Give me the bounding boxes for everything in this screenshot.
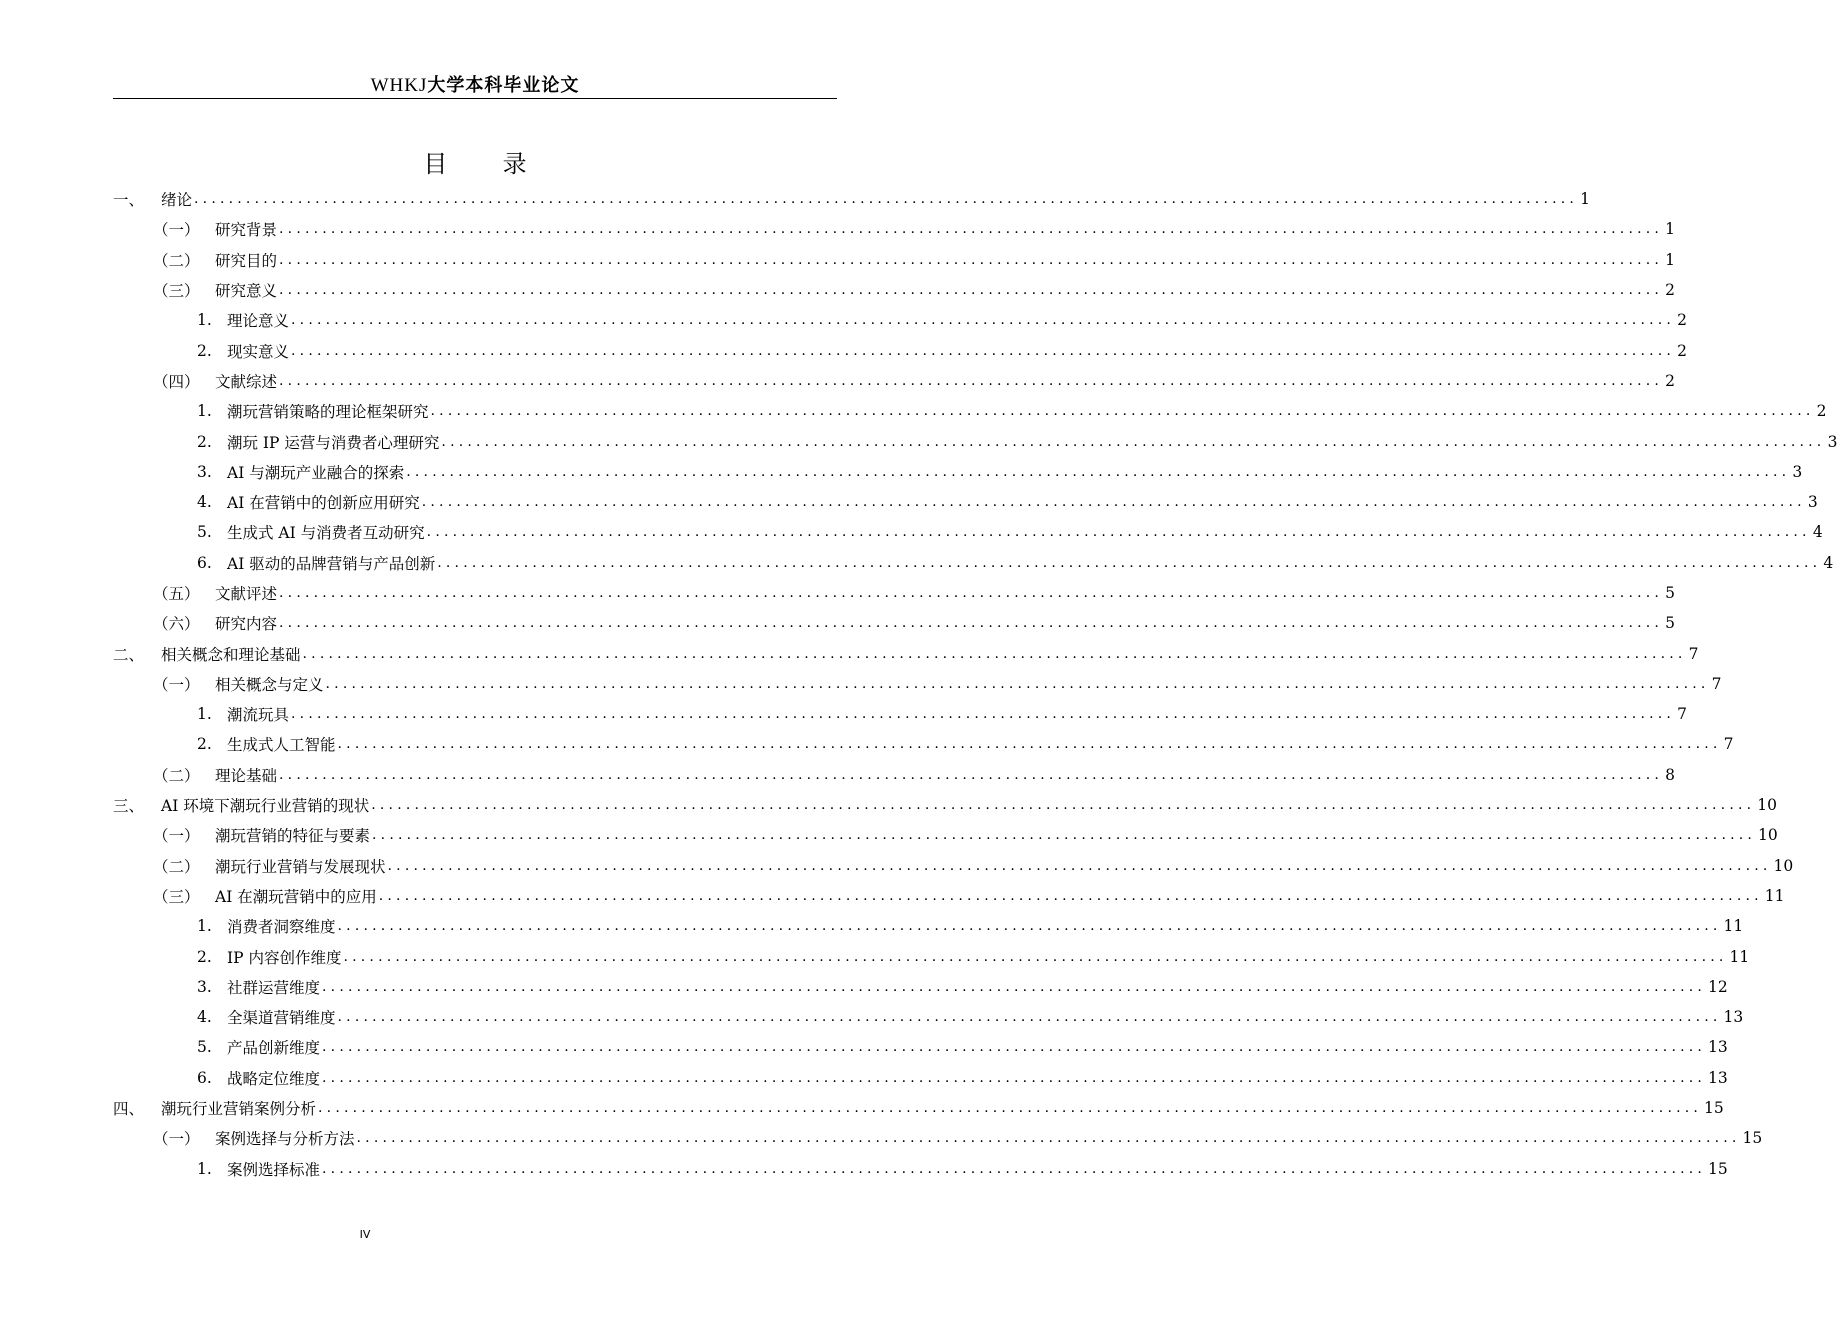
toc-entry[interactable] xyxy=(113,699,1688,729)
toc-leader-dots: ................................................................................................................................................................ xyxy=(279,615,1664,632)
toc-entry-page: 2 xyxy=(1816,402,1827,421)
toc-entry-page: 15 xyxy=(1704,1099,1724,1118)
toc-entry-title: 现实意义 xyxy=(227,342,290,361)
toc-leader-dots: ................................................................................................................................................................ xyxy=(356,1130,1741,1147)
toc-entry[interactable] xyxy=(113,426,1837,456)
toc-leader-dots: ................................................................................................................................................................ xyxy=(279,282,1664,299)
toc-leader-dots: ................................................................................................................................................................ xyxy=(426,524,1811,541)
toc-entry-number: 2. xyxy=(197,341,212,360)
toc-entry-title: 社群运营维度 xyxy=(227,978,321,997)
toc-title xyxy=(0,146,950,182)
toc-entry-page: 1 xyxy=(1665,220,1676,239)
toc-entry-number: （六） xyxy=(153,615,200,634)
toc-entry-page: 7 xyxy=(1688,644,1699,663)
toc-entry-title: 绪论 xyxy=(161,191,193,210)
toc-entry-title: 相关概念与定义 xyxy=(215,675,324,694)
toc-entry-number: 一、 xyxy=(113,191,145,210)
toc-entry-number: 3. xyxy=(197,977,212,996)
toc-entry[interactable] xyxy=(113,669,1722,699)
toc-leader-dots: ................................................................................................................................................................ xyxy=(387,857,1772,874)
toc-entry-title: AI 环境下潮玩行业营销的现状 xyxy=(161,797,370,816)
toc-entry[interactable] xyxy=(113,517,1823,547)
toc-leader-dots: ................................................................................................................................................................ xyxy=(322,978,1707,995)
toc-entry-title: 理论意义 xyxy=(227,312,290,331)
toc-entry-number: 1. xyxy=(197,917,212,936)
toc-entry-number: 6. xyxy=(197,1068,212,1087)
toc-entry[interactable] xyxy=(113,396,1827,426)
toc-entry-page: 10 xyxy=(1773,856,1794,875)
toc-entry-title: 研究目的 xyxy=(215,251,278,270)
toc-entry-number: （二） xyxy=(153,857,200,876)
toc-leader-dots: ................................................................................................................................................................ xyxy=(291,706,1676,723)
toc-entry[interactable] xyxy=(113,214,1676,244)
toc-entry-title: AI 在营销中的创新应用研究 xyxy=(227,494,420,513)
toc-leader-dots: ................................................................................................................................................................ xyxy=(279,221,1664,238)
toc-entry-title: AI 驱动的品牌营销与产品创新 xyxy=(227,554,436,573)
toc-entry[interactable] xyxy=(113,305,1688,335)
toc-entry-title: 潮玩营销的特征与要素 xyxy=(215,827,371,846)
toc-entry-page: 10 xyxy=(1757,796,1778,815)
toc-entry-number: （三） xyxy=(153,887,200,906)
toc-entry-title: AI 与潮玩产业融合的探索 xyxy=(227,463,405,482)
toc-entry-number: 四、 xyxy=(113,1100,145,1119)
toc-entry-number: （四） xyxy=(153,372,200,391)
toc-leader-dots: ................................................................................................................................................................ xyxy=(372,827,1757,844)
toc-leader-dots: ................................................................................................................................................................ xyxy=(337,1009,1722,1026)
toc-entry-title: 文献评述 xyxy=(215,585,278,603)
toc-entry-page: 15 xyxy=(1708,1159,1728,1178)
toc-entry-number: 5. xyxy=(197,523,212,542)
toc-entry[interactable] xyxy=(113,1093,1724,1123)
toc-entry-title: 案例选择与分析方法 xyxy=(215,1130,355,1149)
toc-entry[interactable] xyxy=(113,760,1676,790)
toc-entry[interactable] xyxy=(113,972,1728,1002)
toc-leader-dots: ................................................................................................................................................................ xyxy=(406,463,1791,480)
toc-leader-dots: ................................................................................................................................................................ xyxy=(337,918,1722,935)
toc-entry[interactable] xyxy=(113,608,1676,638)
toc-leader-dots: ................................................................................................................................................................ xyxy=(279,766,1664,783)
toc-leader-dots: ................................................................................................................................................................ xyxy=(421,494,1806,511)
toc-entry-page: 3 xyxy=(1807,493,1818,512)
toc-entry[interactable] xyxy=(113,1154,1728,1184)
toc-entry[interactable] xyxy=(113,578,1676,608)
toc-entry-page: 4 xyxy=(1812,523,1823,542)
toc-leader-dots: ................................................................................................................................................................ xyxy=(378,887,1763,904)
toc-entry-number: 1. xyxy=(197,311,212,330)
toc-entry[interactable] xyxy=(113,1123,1763,1153)
toc-entry-title: 产品创新维度 xyxy=(227,1039,321,1058)
toc-entry-page: 15 xyxy=(1742,1129,1763,1148)
toc-entry-title: 潮玩行业营销案例分析 xyxy=(161,1100,317,1119)
running-header xyxy=(113,72,837,98)
toc-entry-page: 1 xyxy=(1665,250,1676,269)
toc-leader-dots: ................................................................................................................................................................ xyxy=(279,372,1664,389)
page-number: IV xyxy=(359,1228,371,1241)
toc-leader-dots: ................................................................................................................................................................ xyxy=(322,1069,1707,1086)
toc-entry-number: （三） xyxy=(153,282,200,301)
toc-entry-title: 生成式人工智能 xyxy=(227,736,336,755)
toc-entry-number: 2. xyxy=(197,432,212,451)
toc-entry-number: （二） xyxy=(153,251,200,270)
toc-entry[interactable] xyxy=(113,881,1785,911)
toc-entry[interactable] xyxy=(113,638,1699,668)
toc-entry-title: 文献综述 xyxy=(215,372,278,391)
toc-leader-dots: ................................................................................................................................................................ xyxy=(279,251,1664,268)
toc-entry-page: 11 xyxy=(1764,886,1785,905)
toc-entry-number: 1. xyxy=(197,1159,212,1178)
toc-entry-title: 相关概念和理论基础 xyxy=(161,645,301,664)
toc-entry-number: 1. xyxy=(197,402,212,421)
toc-entry[interactable] xyxy=(113,820,1778,850)
toc-entry-page: 2 xyxy=(1677,311,1688,330)
toc-entry[interactable] xyxy=(113,457,1803,487)
toc-leader-dots: ................................................................................................................................................................ xyxy=(194,191,1579,208)
toc-entry[interactable] xyxy=(113,790,1778,820)
toc-leader-dots: ................................................................................................................................................................ xyxy=(437,554,1822,571)
header-rule xyxy=(113,98,837,99)
toc-leader-dots: ................................................................................................................................................................ xyxy=(343,948,1728,965)
toc-entry-number: 6. xyxy=(197,553,212,572)
toc-entry-title: 潮流玩具 xyxy=(227,706,290,725)
toc-entry-title: 潮玩行业营销与发展现状 xyxy=(215,857,386,876)
toc-entry-page: 13 xyxy=(1723,1008,1744,1027)
toc-leader-dots: ................................................................................................................................................................ xyxy=(279,585,1664,601)
toc-entry[interactable] xyxy=(113,851,1794,881)
toc-leader-dots: ................................................................................................................................................................ xyxy=(337,736,1722,753)
toc-entry-number: 2. xyxy=(197,735,212,754)
toc-title-char-2: 录 xyxy=(502,150,527,178)
toc-entry-number: 4. xyxy=(197,1008,212,1027)
toc-entry-title: IP 内容创作维度 xyxy=(227,948,342,967)
toc-entry-page: 12 xyxy=(1708,977,1728,996)
toc-entry[interactable] xyxy=(113,275,1676,305)
toc-entry-page: 3 xyxy=(1827,432,1837,451)
toc-entry[interactable] xyxy=(113,548,1834,578)
toc-entry-page: 1 xyxy=(1580,190,1591,209)
toc-leader-dots: ................................................................................................................................................................ xyxy=(291,312,1676,329)
toc-entry-page: 2 xyxy=(1665,371,1676,390)
toc-entry[interactable] xyxy=(113,911,1744,941)
toc-entry[interactable] xyxy=(113,1032,1728,1062)
toc-entry-number: （一） xyxy=(153,675,200,694)
toc-entry[interactable] xyxy=(113,941,1750,971)
toc-entry-number: （一） xyxy=(153,827,200,846)
toc-entry-page: 2 xyxy=(1665,281,1676,300)
toc-leader-dots: ................................................................................................................................................................ xyxy=(325,675,1710,692)
toc-entry-page: 3 xyxy=(1792,462,1803,481)
toc-entry-page: 7 xyxy=(1711,674,1722,693)
toc-entry-page: 5 xyxy=(1665,614,1676,633)
toc-entry[interactable] xyxy=(113,245,1676,275)
toc-entry-number: 4. xyxy=(197,493,212,512)
toc-leader-dots: ................................................................................................................................................................ xyxy=(371,797,1756,814)
toc-entry-title: 研究背景 xyxy=(215,221,278,240)
toc-entry[interactable] xyxy=(113,335,1688,365)
toc-leader-dots: ................................................................................................................................................................ xyxy=(302,645,1687,662)
toc-entry-title: 研究内容 xyxy=(215,615,278,634)
toc-entry-number: 5. xyxy=(197,1038,212,1057)
toc-entry-page: 10 xyxy=(1758,826,1778,845)
toc-entry-title: 潮玩营销策略的理论框架研究 xyxy=(227,403,429,422)
header-document-type: 大学本科毕业论文 xyxy=(427,75,580,96)
toc-entry[interactable] xyxy=(113,1002,1744,1032)
toc-entry-page: 7 xyxy=(1723,735,1734,754)
toc-entry-title: 全渠道营销维度 xyxy=(227,1009,336,1028)
toc-entry-number: （五） xyxy=(153,585,200,603)
toc-entry-title: AI 在潮玩营销中的应用 xyxy=(215,887,377,906)
toc-entry-title: 研究意义 xyxy=(215,282,278,301)
toc-entry-page: 5 xyxy=(1665,584,1676,602)
toc-entry-title: 战略定位维度 xyxy=(227,1069,321,1088)
toc-entry-page: 8 xyxy=(1665,765,1676,784)
toc-entry[interactable] xyxy=(113,729,1734,759)
header-school-code: WHKJ xyxy=(370,75,428,96)
toc-entry-title: 消费者洞察维度 xyxy=(227,918,336,937)
toc-entry-page: 7 xyxy=(1677,705,1688,724)
toc-entry-page: 11 xyxy=(1729,947,1750,966)
toc-leader-dots: ................................................................................................................................................................ xyxy=(322,1039,1707,1056)
toc-entry-title: 理论基础 xyxy=(215,766,278,785)
table-of-contents xyxy=(113,184,1837,1184)
toc-leader-dots: ................................................................................................................................................................ xyxy=(430,403,1815,420)
toc-entry[interactable] xyxy=(113,487,1818,517)
toc-leader-dots: ................................................................................................................................................................ xyxy=(291,342,1676,359)
toc-entry-page: 2 xyxy=(1677,341,1688,360)
toc-title-char-1: 目 xyxy=(423,150,448,178)
toc-entry-number: （二） xyxy=(153,766,200,785)
toc-entry-number: 2. xyxy=(197,947,212,966)
toc-entry[interactable] xyxy=(113,184,1591,214)
toc-entry-number: 3. xyxy=(197,462,212,481)
toc-entry-number: 三、 xyxy=(113,797,145,816)
toc-entry-number: （一） xyxy=(153,221,200,240)
toc-entry-page: 11 xyxy=(1723,917,1744,936)
toc-leader-dots: ................................................................................................................................................................ xyxy=(441,433,1826,450)
toc-leader-dots: ................................................................................................................................................................ xyxy=(322,1160,1707,1177)
toc-entry-number: 二、 xyxy=(113,645,145,664)
toc-leader-dots: ................................................................................................................................................................ xyxy=(318,1100,1703,1117)
toc-entry-title: 潮玩 IP 运营与消费者心理研究 xyxy=(227,433,440,452)
toc-entry[interactable] xyxy=(113,1063,1728,1093)
toc-entry-page: 4 xyxy=(1823,553,1834,572)
toc-entry[interactable] xyxy=(113,366,1676,396)
toc-entry-title: 案例选择标准 xyxy=(227,1160,321,1179)
toc-entry-number: 1. xyxy=(197,705,212,724)
toc-entry-page: 13 xyxy=(1708,1068,1728,1087)
toc-entry-page: 13 xyxy=(1708,1038,1728,1057)
toc-entry-number: （一） xyxy=(153,1130,200,1149)
toc-entry-title: 生成式 AI 与消费者互动研究 xyxy=(227,524,425,543)
